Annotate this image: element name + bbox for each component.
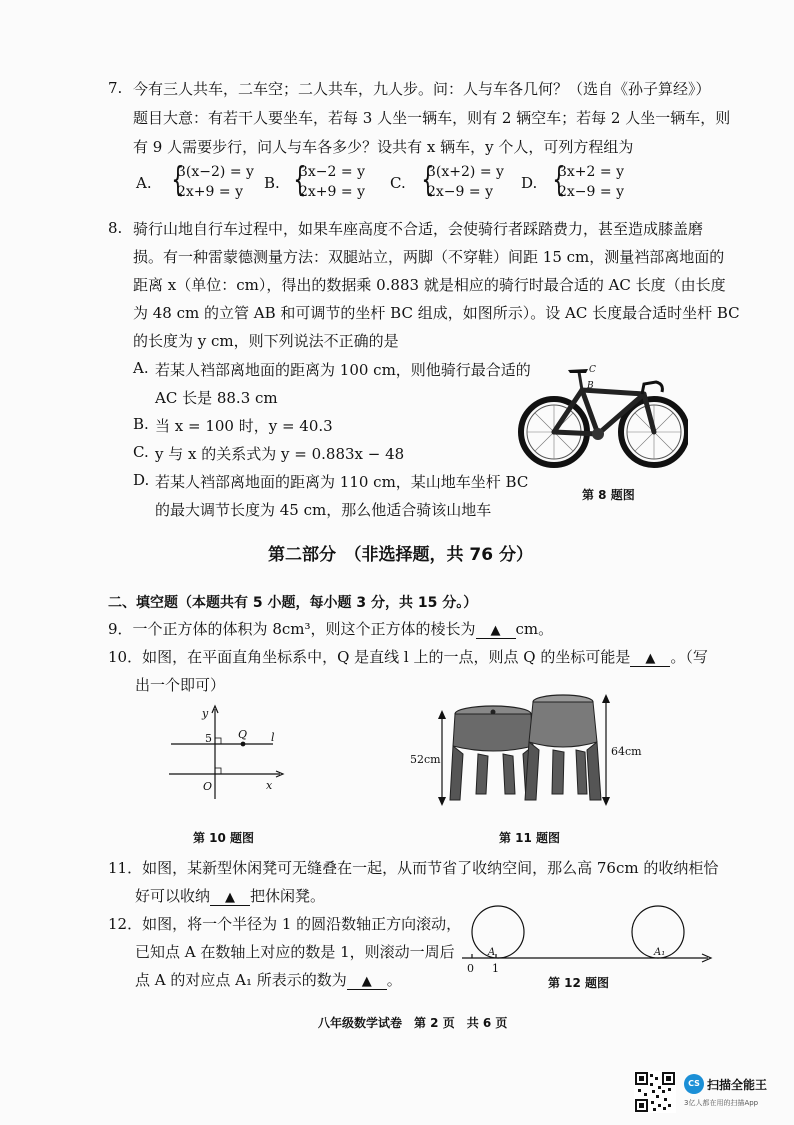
- q10-text-before: 如图，在平面直角坐标系中，Q 是直线 l 上的一点，则点 Q 的坐标可能是: [142, 648, 631, 666]
- q12-answer-blank[interactable]: [347, 971, 387, 990]
- q12-figure-rolling-circle: [458, 898, 718, 982]
- scanner-tagline: 3亿人都在用的扫描App: [684, 1099, 759, 1107]
- q10-text-after: 。（写: [670, 648, 708, 666]
- q8-option-a-line1: 若某人裆部离地面的距离为 100 cm，则他骑行最合适的: [155, 361, 531, 379]
- q12-label-zero: 0: [467, 962, 474, 975]
- q12-figure-caption: 第 12 题图: [548, 976, 610, 990]
- q8-line-2: 损。有一种雷蒙德测量方法：双腿站立，两脚（不穿鞋）间距 15 cm，测量裆部离地面的: [133, 248, 725, 266]
- scanner-logo: CS: [684, 1074, 704, 1094]
- q8-option-d-line1: 若某人裆部离地面的距离为 110 cm，某山地车坐杆 BC: [155, 473, 529, 491]
- q8-option-c-label: C.: [133, 443, 149, 461]
- q11-height-1: 52cm: [410, 753, 441, 766]
- q12-line-2: 已知点 A 在数轴上对应的数是 1，则滚动一周后: [135, 943, 455, 961]
- q12-label-one: 1: [492, 962, 499, 975]
- q12-number: 12．: [108, 915, 143, 933]
- q7-option-c-eq2: 2x−9 = y: [427, 184, 493, 200]
- q8-line-5: 的长度为 y cm，则下列说法不正确的是: [133, 332, 399, 350]
- q9-number: 9．: [108, 620, 133, 638]
- q8-figure-bicycle: [516, 360, 688, 480]
- q8-option-d-label: D.: [133, 471, 150, 489]
- q10-answer-blank[interactable]: [630, 648, 670, 667]
- q8-option-b-line1: 当 x = 100 时，y = 40.3: [155, 417, 333, 435]
- page-footer: 八年级数学试卷 第 2 页 共 6 页: [318, 1016, 508, 1030]
- q10-figure-caption: 第 10 题图: [193, 831, 255, 845]
- q7-option-d-eq1: 3x+2 = y: [558, 164, 624, 180]
- q9-blank-marker: ▲: [490, 623, 501, 638]
- q12-line-1: [108, 913, 461, 934]
- q11-figure-stools: [408, 690, 648, 810]
- q7-option-a-eq1: 3(x−2) = y: [177, 164, 254, 180]
- q7-option-a-eq2: 2x+9 = y: [177, 184, 243, 200]
- q7-option-b-eq1: 3x−2 = y: [299, 164, 365, 180]
- q7-line-1: 今有三人共车，二车空；二人共车，九人步。问：人与车各几何？（选自《孙子算经》）: [133, 80, 711, 98]
- q10-number: 10．: [108, 648, 143, 666]
- q10-line-1: [108, 646, 708, 667]
- q12-text-after: 。: [386, 971, 402, 989]
- q8-line-4: 为 48 cm 的立管 AB 和可调节的坐杆 BC 组成，如图所示）。设 AC 长度最合适时坐杆 BC: [133, 304, 740, 322]
- q8-label-c: C: [589, 365, 596, 375]
- q9: [108, 618, 553, 639]
- q12-line-3: [135, 969, 402, 990]
- q8-option-a-label: A.: [133, 359, 149, 377]
- q12-text-line1: 如图，将一个半径为 1 的圆沿数轴正方向滚动，: [142, 915, 462, 933]
- q7-option-b-label: B.: [264, 174, 280, 192]
- q8-line-3: 距离 x（单位：cm），得出的数据乘 0.883 就是相应的骑行时最合适的 AC 长度（由长度: [133, 276, 726, 294]
- number-line-circle-diagram: [458, 898, 718, 982]
- q11-text-after: 把休闲凳。: [250, 887, 326, 905]
- q11-text-line1: 如图，某新型休闲凳可无缝叠在一起，从而节省了收纳空间，那么高 76cm 的收纳柜恰: [142, 859, 719, 877]
- q7-option-b: { 3x−2 = y 2x+9 = y: [293, 160, 365, 200]
- scanner-app-name: 扫描全能王: [707, 1078, 768, 1092]
- q11-line-1: [108, 857, 718, 878]
- q7-option-a: { 3(x−2) = y 2x+9 = y: [171, 160, 254, 200]
- q10-label-five: 5: [205, 732, 212, 745]
- q10-label-origin: O: [203, 780, 213, 793]
- q10-figure-coordinate-plane: [165, 703, 290, 803]
- fill-in-heading: 二、填空题（本题共有 5 小题，每小题 3 分，共 15 分。）: [108, 595, 478, 611]
- q7-option-a-label: A.: [136, 174, 152, 192]
- q8-number: 8.: [108, 219, 123, 237]
- q8-line-1: 骑行山地自行车过程中，如果车座高度不合适，会使骑行者踩踏费力，甚至造成膝盖磨: [133, 220, 704, 238]
- q10-blank-marker: ▲: [645, 651, 656, 666]
- q11-figure-caption: 第 11 题图: [499, 831, 561, 845]
- scanner-watermark: [634, 1071, 786, 1115]
- q7-option-c-label: C.: [390, 174, 406, 192]
- q7-option-d-label: D.: [521, 174, 538, 192]
- bicycle-illustration: [516, 360, 688, 480]
- q7-line-2: 题目大意：有若干人要坐车，若每 3 人坐一辆车，则有 2 辆空车；若每 2 人坐一辆车，则: [133, 109, 731, 127]
- q8-option-d-line2: 的最大调节长度为 45 cm，那么他适合骑该山地车: [155, 501, 492, 519]
- coordinate-plane-diagram: [165, 703, 290, 803]
- q12-blank-marker: ▲: [361, 974, 372, 989]
- q8-option-b-label: B.: [133, 415, 149, 433]
- q7-option-d-eq2: 2x−9 = y: [558, 184, 624, 200]
- q9-text-before: 一个正方体的体积为 8cm³，则这个正方体的棱长为: [132, 620, 476, 638]
- q11-blank-marker: ▲: [225, 890, 236, 905]
- q10-label-x: x: [266, 779, 273, 792]
- q11-height-2: 64cm: [611, 745, 642, 758]
- q9-answer-blank[interactable]: [476, 620, 516, 639]
- q8-option-c-line1: y 与 x 的关系式为 y = 0.883x − 48: [155, 445, 405, 463]
- q7-number: 7.: [108, 79, 123, 97]
- q11-text-before: 好可以收纳: [135, 887, 211, 905]
- q7-line-3: 有 9 人需要步行，问人与车各多少？设共有 x 辆车，y 个人，可列方程组为: [133, 138, 634, 156]
- section-2-title: 第二部分 （非选择题，共 76 分）: [268, 545, 533, 565]
- stacked-stools-illustration: [408, 690, 648, 810]
- q7-option-c: { 3(x+2) = y 2x−9 = y: [421, 160, 504, 200]
- q10-label-y: y: [202, 707, 209, 720]
- q11-line-2: [135, 885, 325, 906]
- q10-line-2: 出一个即可）: [135, 676, 226, 694]
- q12-label-a1: A₁: [654, 947, 666, 958]
- q10-label-q: Q: [238, 728, 248, 741]
- q11-number: 11．: [108, 859, 143, 877]
- qr-code-icon: [634, 1071, 676, 1113]
- q8-label-b: B: [587, 381, 594, 391]
- q7-option-d: { 3x+2 = y 2x−9 = y: [552, 160, 624, 200]
- q8-option-a-line2: AC 长是 88.3 cm: [155, 389, 278, 407]
- q10-label-l: l: [271, 731, 275, 744]
- q12-label-a: A: [488, 947, 496, 958]
- q8-figure-caption: 第 8 题图: [582, 488, 635, 502]
- q9-text-after: cm。: [515, 620, 554, 638]
- q11-answer-blank[interactable]: [210, 887, 250, 906]
- q7-option-b-eq2: 2x+9 = y: [299, 184, 365, 200]
- q7-option-c-eq1: 3(x+2) = y: [427, 164, 504, 180]
- q12-text-before: 点 A 的对应点 A₁ 所表示的数为: [135, 971, 347, 989]
